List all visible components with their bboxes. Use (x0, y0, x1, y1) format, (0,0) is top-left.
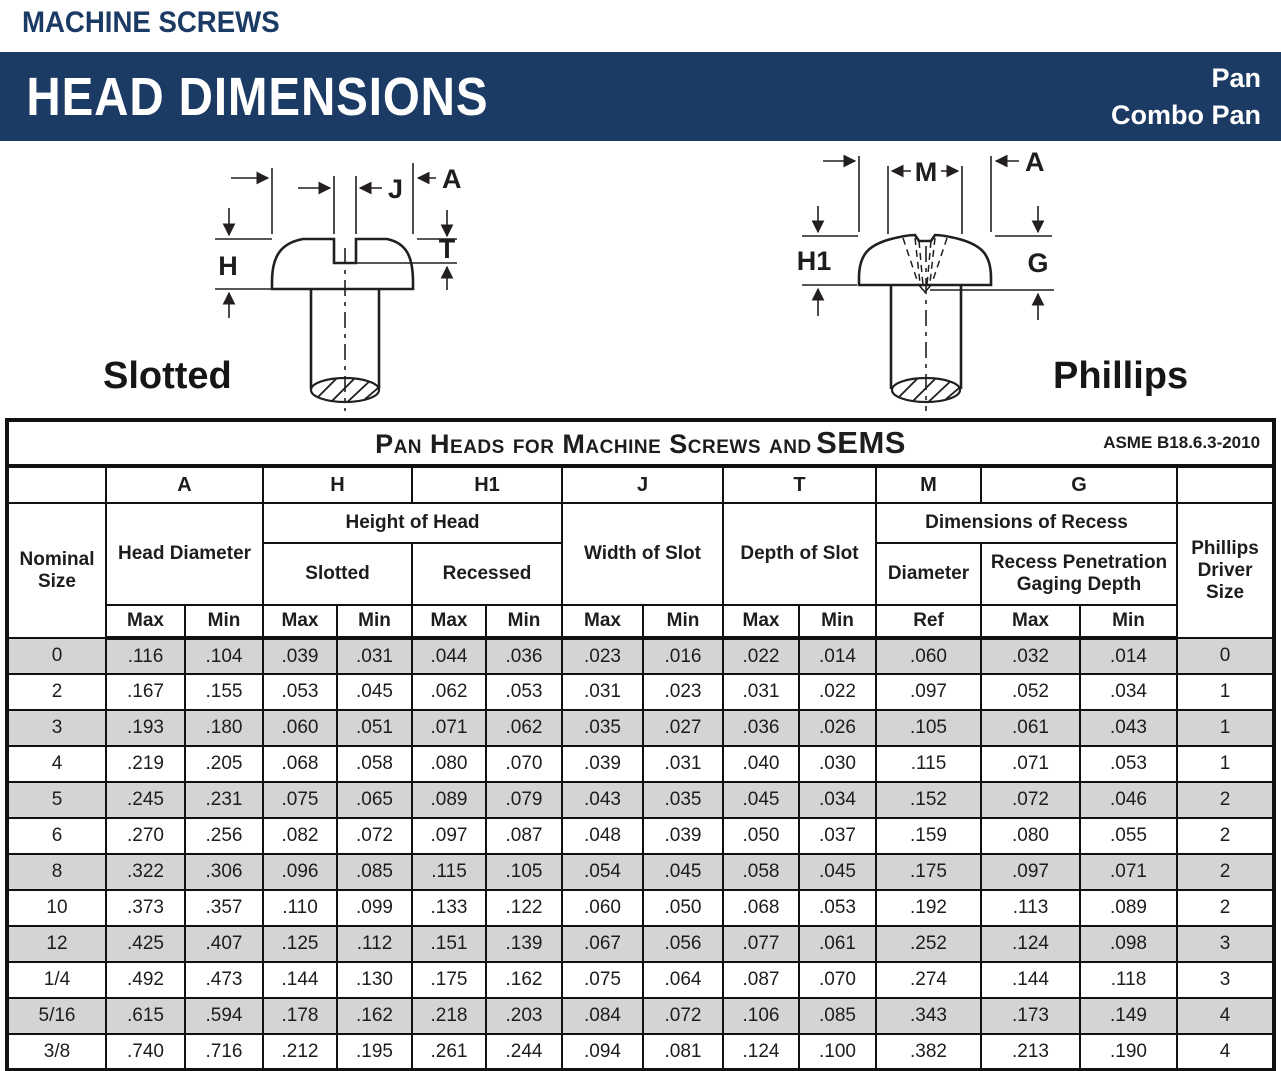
table-cell: .031 (337, 638, 412, 674)
table-row (7, 1034, 1274, 1070)
table-cell: .149 (1080, 998, 1177, 1034)
table-cell: .084 (562, 998, 643, 1034)
header-recessed: Recessed (412, 543, 562, 605)
table-cell: .178 (263, 998, 337, 1034)
table-cell: .407 (185, 926, 263, 962)
table-cell: .080 (412, 746, 486, 782)
dim-label-g: G (1027, 248, 1049, 278)
table-cell: .058 (337, 746, 412, 782)
subheader-cell: Min (337, 605, 412, 638)
table-cell: .162 (337, 998, 412, 1034)
table-cell: 3 (1177, 926, 1274, 962)
table-cell: .473 (185, 962, 263, 998)
table-cell: .080 (981, 818, 1080, 854)
table-cell: .023 (562, 638, 643, 674)
table-cell: .045 (337, 674, 412, 710)
subheader-cell: Max (106, 605, 185, 638)
phillips-head-diagram (770, 148, 1240, 416)
standard-reference: ASME B18.6.3-2010 (1103, 433, 1261, 452)
table-cell: .261 (412, 1034, 486, 1070)
table-cell: 4 (1177, 998, 1274, 1034)
table-cell: .067 (562, 926, 643, 962)
table-cell: .060 (263, 710, 337, 746)
table-cell: .085 (799, 998, 876, 1034)
table-cell: .050 (723, 818, 799, 854)
table-row (7, 962, 1274, 998)
table-title-cell (7, 420, 1274, 466)
table-cell: .064 (643, 962, 723, 998)
header-depth-of-slot: Depth of Slot (723, 503, 876, 605)
table-cell: .031 (562, 674, 643, 710)
table-cell: .173 (981, 998, 1080, 1034)
table-cell: .118 (1080, 962, 1177, 998)
table-title: Pan Heads for Machine Screws and (375, 429, 812, 459)
table-row (7, 638, 1274, 674)
table-cell: .045 (799, 854, 876, 890)
table-cell: .175 (876, 854, 981, 890)
table-cell: .130 (337, 962, 412, 998)
table-cell: .231 (185, 782, 263, 818)
letter-A: A (106, 466, 263, 503)
page-kicker: MACHINE SCREWS (22, 6, 280, 39)
table-cell: 2 (1177, 890, 1274, 926)
head-style-variants (1111, 60, 1281, 134)
subheader-cell: Min (799, 605, 876, 638)
table-cell: .079 (486, 782, 562, 818)
table-cell: .072 (981, 782, 1080, 818)
table-cell: .155 (185, 674, 263, 710)
table-cell: .089 (412, 782, 486, 818)
letter-empty-left (7, 466, 106, 503)
phillips-caption: Phillips (1053, 355, 1189, 397)
section-title: HEAD DIMENSIONS (26, 66, 489, 127)
table-cell: .097 (876, 674, 981, 710)
table-cell: .180 (185, 710, 263, 746)
variant-combo-pan: Combo Pan (1110, 99, 1261, 130)
table-cell: .122 (486, 890, 562, 926)
table-cell: .252 (876, 926, 981, 962)
table-cell: .218 (412, 998, 486, 1034)
table-cell: .023 (643, 674, 723, 710)
letter-M: M (876, 466, 981, 503)
variant-pan: Pan (1211, 62, 1261, 93)
letter-empty-right (1177, 466, 1274, 503)
table-cell: .026 (799, 710, 876, 746)
table-cell: .058 (723, 854, 799, 890)
table-cell: .050 (643, 890, 723, 926)
table-row (7, 998, 1274, 1034)
table-cell: .099 (337, 890, 412, 926)
header-height-of-head: Height of Head (263, 503, 562, 543)
subheader-row (7, 605, 1274, 638)
table-cell: .071 (412, 710, 486, 746)
dim-H1 (797, 206, 858, 316)
dim-G (930, 206, 1054, 320)
table-cell: .045 (643, 854, 723, 890)
table-cell: .203 (486, 998, 562, 1034)
table-cell: 4 (7, 746, 106, 782)
header-width-of-slot: Width of Slot (562, 503, 723, 605)
table-cell: .615 (106, 998, 185, 1034)
table-cell: .031 (723, 674, 799, 710)
table-cell: .037 (799, 818, 876, 854)
letter-header-row (7, 466, 1274, 503)
table-cell: .425 (106, 926, 185, 962)
subheader-cell: Max (412, 605, 486, 638)
table-cell: .094 (562, 1034, 643, 1070)
table-cell: .152 (876, 782, 981, 818)
table-cell: .256 (185, 818, 263, 854)
table-cell: .016 (643, 638, 723, 674)
table-cell: .112 (337, 926, 412, 962)
table-cell: .060 (562, 890, 643, 926)
table-cell: .071 (1080, 854, 1177, 890)
subheader-cell: Max (263, 605, 337, 638)
dim-M (888, 157, 962, 234)
table-cell: .053 (799, 890, 876, 926)
table-row (7, 926, 1274, 962)
table-cell: .212 (263, 1034, 337, 1070)
dim-label-h: H (218, 251, 238, 281)
dim-label-t: T (438, 234, 456, 264)
table-cell: .062 (412, 674, 486, 710)
table-cell: 0 (1177, 638, 1274, 674)
table-cell: .270 (106, 818, 185, 854)
table-row (7, 890, 1274, 926)
table-cell: .039 (643, 818, 723, 854)
table-cell: .116 (106, 638, 185, 674)
table-cell: .022 (799, 674, 876, 710)
table-cell: .144 (981, 962, 1080, 998)
table-cell: .594 (185, 998, 263, 1034)
table-cell: .035 (643, 782, 723, 818)
subheader-cell: Min (1080, 605, 1177, 638)
table-cell: .082 (263, 818, 337, 854)
table-cell: .097 (412, 818, 486, 854)
table-cell: 10 (7, 890, 106, 926)
table-cell: .014 (1080, 638, 1177, 674)
subheader-cell: Max (562, 605, 643, 638)
dim-H (215, 208, 272, 318)
subheader-cell: Max (981, 605, 1080, 638)
table-cell: .125 (263, 926, 337, 962)
table-cell: .322 (106, 854, 185, 890)
table-cell: 8 (7, 854, 106, 890)
table-cell: .219 (106, 746, 185, 782)
dim-label-m: M (914, 157, 938, 187)
table-cell: 1 (1177, 710, 1274, 746)
table-cell: .151 (412, 926, 486, 962)
header-dimensions-of-recess: Dimensions of Recess (876, 503, 1177, 543)
table-cell: 3 (7, 710, 106, 746)
table-body (7, 638, 1274, 1070)
table-cell: 1 (1177, 746, 1274, 782)
table-cell: .061 (799, 926, 876, 962)
table-cell: .193 (106, 710, 185, 746)
table-cell: .048 (562, 818, 643, 854)
table-cell: .060 (876, 638, 981, 674)
table-cell: .274 (876, 962, 981, 998)
table-cell: .081 (643, 1034, 723, 1070)
table-cell: .044 (412, 638, 486, 674)
table-cell: .022 (723, 638, 799, 674)
table-cell: .113 (981, 890, 1080, 926)
table-cell: .085 (337, 854, 412, 890)
table-cell: .065 (337, 782, 412, 818)
letter-T: T (723, 466, 876, 503)
table-cell: .068 (723, 890, 799, 926)
letter-G: G (981, 466, 1177, 503)
table-cell: .306 (185, 854, 263, 890)
table-cell: .110 (263, 890, 337, 926)
table-cell: .192 (876, 890, 981, 926)
table-cell: .382 (876, 1034, 981, 1070)
phillips-head-outline (859, 235, 991, 285)
screw-shank (890, 285, 966, 408)
header-recess-penetration: Recess Penetration Gaging Depth (981, 543, 1177, 605)
table-cell: .205 (185, 746, 263, 782)
table-cell: .097 (981, 854, 1080, 890)
table-cell: 4 (1177, 1034, 1274, 1070)
table-cell: 6 (7, 818, 106, 854)
table-cell: 2 (7, 674, 106, 710)
table-cell: 2 (1177, 782, 1274, 818)
header-phillips-driver-size: Phillips Driver Size (1177, 503, 1274, 638)
table-cell: .046 (1080, 782, 1177, 818)
subheader-cell: Min (185, 605, 263, 638)
table-cell: 0 (7, 638, 106, 674)
table-cell: .072 (337, 818, 412, 854)
table-cell: .039 (562, 746, 643, 782)
table-cell: .195 (337, 1034, 412, 1070)
table-cell: .055 (1080, 818, 1177, 854)
table-cell: .043 (1080, 710, 1177, 746)
table-cell: .032 (981, 638, 1080, 674)
slotted-caption: Slotted (103, 355, 232, 397)
table-cell: .105 (486, 854, 562, 890)
table-cell: .106 (723, 998, 799, 1034)
dim-label-j: J (388, 174, 404, 204)
table-cell: .098 (1080, 926, 1177, 962)
table-row (7, 710, 1274, 746)
table-cell: .089 (1080, 890, 1177, 926)
table-cell: .105 (876, 710, 981, 746)
table-cell: 3 (1177, 962, 1274, 998)
table-cell: .040 (723, 746, 799, 782)
table-cell: 2 (1177, 818, 1274, 854)
table-cell: .053 (263, 674, 337, 710)
slotted-head-diagram (95, 148, 515, 416)
table-cell: .124 (981, 926, 1080, 962)
table-cell: .077 (723, 926, 799, 962)
table-cell: .053 (486, 674, 562, 710)
dim-J (298, 174, 403, 234)
table-row (7, 818, 1274, 854)
table-title-sems: SEMS (816, 425, 906, 460)
table-cell: .087 (723, 962, 799, 998)
header-nominal-size: Nominal Size (7, 503, 106, 638)
table-row (7, 854, 1274, 890)
screw-shank (309, 289, 385, 408)
table-cell: .072 (643, 998, 723, 1034)
table-cell: 1/4 (7, 962, 106, 998)
table-cell: .139 (486, 926, 562, 962)
table-cell: .056 (643, 926, 723, 962)
table-cell: .027 (643, 710, 723, 746)
table-cell: .053 (1080, 746, 1177, 782)
table-cell: .740 (106, 1034, 185, 1070)
letter-H: H (263, 466, 412, 503)
table-cell: .115 (876, 746, 981, 782)
table-row (7, 674, 1274, 710)
pan-head-dimension-table (5, 418, 1276, 1071)
table-cell: .036 (723, 710, 799, 746)
table-cell: .075 (562, 962, 643, 998)
table-cell: .071 (981, 746, 1080, 782)
subheader-cell: Ref (876, 605, 981, 638)
slotted-head-drawing (95, 148, 515, 416)
table-cell: .245 (106, 782, 185, 818)
table-cell: 1 (1177, 674, 1274, 710)
dim-label-h1: H1 (796, 246, 832, 276)
table-cell: 3/8 (7, 1034, 106, 1070)
table-cell: .716 (185, 1034, 263, 1070)
table-title-row (7, 420, 1274, 466)
table-cell: .144 (263, 962, 337, 998)
table-cell: .075 (263, 782, 337, 818)
dim-label-a: A (1025, 148, 1045, 177)
table-cell: .115 (412, 854, 486, 890)
table-cell: .030 (799, 746, 876, 782)
table-cell: .034 (1080, 674, 1177, 710)
table-cell: .124 (723, 1034, 799, 1070)
table-row (7, 782, 1274, 818)
table-cell: .104 (185, 638, 263, 674)
table-cell: 5 (7, 782, 106, 818)
letter-H1: H1 (412, 466, 562, 503)
table-cell: .034 (799, 782, 876, 818)
table-cell: .014 (799, 638, 876, 674)
table-cell: .051 (337, 710, 412, 746)
table-cell: .492 (106, 962, 185, 998)
table-cell: .133 (412, 890, 486, 926)
table-cell: .357 (185, 890, 263, 926)
letter-J: J (562, 466, 723, 503)
subheader-cell: Max (723, 605, 799, 638)
table-cell: .036 (486, 638, 562, 674)
table-cell: .343 (876, 998, 981, 1034)
table-cell: .052 (981, 674, 1080, 710)
table-cell: 12 (7, 926, 106, 962)
phillips-head-drawing (770, 148, 1240, 416)
table-cell: .043 (562, 782, 643, 818)
table-cell: .167 (106, 674, 185, 710)
table-cell: .159 (876, 818, 981, 854)
subheader-cell: Min (486, 605, 562, 638)
table-cell: .031 (643, 746, 723, 782)
header-diameter: Diameter (876, 543, 981, 605)
table-cell: .100 (799, 1034, 876, 1070)
table-cell: .061 (981, 710, 1080, 746)
dim-A (231, 163, 462, 234)
slotted-head-outline (272, 239, 413, 289)
table-cell: .045 (723, 782, 799, 818)
dim-label-a: A (442, 164, 462, 194)
phillips-recess-lines (903, 238, 947, 285)
table-cell: .213 (981, 1034, 1080, 1070)
table-cell: .190 (1080, 1034, 1177, 1070)
table-cell: .096 (263, 854, 337, 890)
table-cell: 2 (1177, 854, 1274, 890)
table-cell: .070 (799, 962, 876, 998)
table-cell: .175 (412, 962, 486, 998)
table-cell: .087 (486, 818, 562, 854)
header-head-diameter: Head Diameter (106, 503, 263, 605)
table-cell: .035 (562, 710, 643, 746)
header-slotted: Slotted (263, 543, 412, 605)
table-cell: .062 (486, 710, 562, 746)
table-cell: .068 (263, 746, 337, 782)
table-cell: .373 (106, 890, 185, 926)
table-cell: 5/16 (7, 998, 106, 1034)
table-cell: .244 (486, 1034, 562, 1070)
table-row (7, 746, 1274, 782)
group-header-row-1 (7, 503, 1274, 543)
table-cell: .054 (562, 854, 643, 890)
subheader-cell: Min (643, 605, 723, 638)
table-cell: .039 (263, 638, 337, 674)
table-cell: .070 (486, 746, 562, 782)
table-cell: .162 (486, 962, 562, 998)
section-banner (0, 52, 1281, 141)
